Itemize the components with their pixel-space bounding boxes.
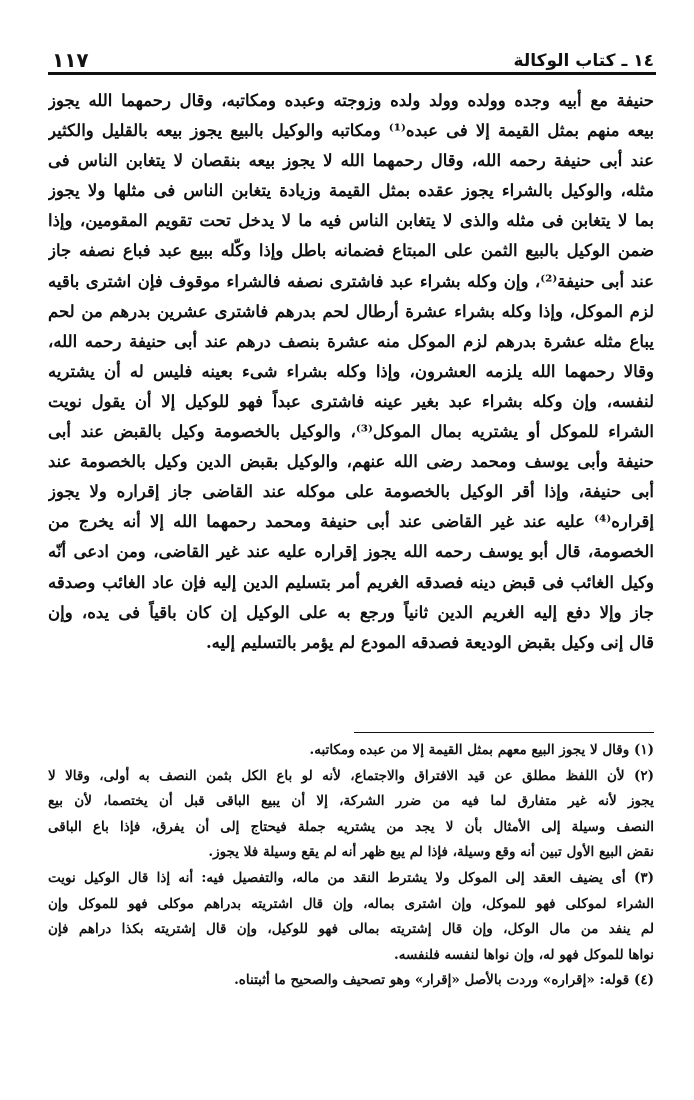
text-line: جاز وإلا دفع إليه الغريم الدين ثانياً ورجع به على الوكيل إن كان باقياً فى يده، وإن: [48, 602, 654, 622]
text-line: وكيل الغائب فى قبض دينه فصدقه الغريم أمر بتسليم الدين إليه فإن عاد الغائب وصدقه: [48, 572, 654, 592]
page-number: ١١٧: [52, 48, 89, 72]
footnote-line: نواها للموكل فهو له، وإن نواها لنفسه فلنفسه.: [394, 946, 654, 963]
footnote-line: يجوز لأنه غير متفارق لما فيه من ضرر الشركة، إلا أن يبيع الباقى قبل أن يختصما، لأن بيع: [48, 793, 654, 810]
text-line: الشراء للموكل أو يشتريه بمال الموكل⁽³⁾، والوكيل بالخصومة وكيل بالقبض عند أبى: [48, 422, 654, 442]
text-line: أبى حنيفة، وإذا أقر الوكيل بالخصومة على موكله عند القاضى جاز إقراره ولا يجوز: [48, 482, 654, 502]
footnote-line: (٣) أى يضيف العقد إلى الموكل ولا يشترط النقد من ماله، والتفصيل فيه: أنه إذا قال الوكيل نويت: [48, 869, 654, 886]
text-line: مثله، والوكيل بالشراء يجوز عقده بمثل القيمة وزيادة يتغابن الناس فى مثلها ولا يجوز: [48, 181, 654, 201]
page-header: [52, 36, 654, 70]
text-line: لنفسه، وإن وكله بشراء عبد بغير عينه فاشترى عبداً فهو للوكيل إلا أن يقول نويت: [48, 391, 654, 411]
footnote-line: (٤) قوله: «إقراره» وردت بالأصل «إقرار» وهو تصحيف والصحيح ما أثبتناه.: [234, 972, 654, 989]
text-line: قال إنى وكيل بقبض الوديعة فصدقه المودع لم يؤمر بالتسليم إليه.: [205, 632, 654, 652]
footnote-line: النصف وسيلة إلى الأمثال بأن لا يجد من يشتريه جملة فيحتاج إلى أن يفرق، فإذا باع الباقى: [48, 818, 654, 835]
text-line: حنيفة مع أبيه وجده وولده وولد ولده وزوجته وعبده ومكاتبه، وقال رحمهما الله يجوز: [48, 91, 654, 110]
text-line: عند أبى حنيفة⁽²⁾، وإن وكله بشراء عبد فاشترى نصفه فالشراء موقوف فإن اشترى باقيه: [48, 271, 654, 291]
footnotes: [48, 738, 654, 994]
text-line: ضمن الوكيل بالبيع الثمن على المبتاع فضمانه باطل وإذا وكّله ببيع عبد فباع نصفه جاز: [48, 241, 654, 261]
running-title: ١٤ ـ كتاب الوكالة: [513, 51, 654, 71]
main-text: [48, 86, 654, 658]
footnote-line: (١) وقال لا يجوز البيع معهم بمثل القيمة إلا من عبده ومكاتبه.: [309, 742, 654, 758]
text-line: لزم الموكل، وإذا وكله بشراء عشرة أرطال لحم بدرهم فاشترى عشرين بدرهم من لحم: [48, 301, 654, 321]
header-rule: [48, 72, 656, 75]
text-line: بما لا يتغابن فى مثله والذى لا يتغابن الناس فيه ما لا يدخل تحت تقويم المقومين، وإذا: [48, 211, 654, 231]
text-line: حنيفة وأبى يوسف ومحمد رضى الله عنهم، والوكيل بقبض الدين وكيل بالخصومة عند: [48, 452, 654, 472]
text-line: بيعه منهم بمثل القيمة إلا فى عبده⁽¹⁾ ومكاتبه والوكيل بالبيع يجوز بيعه بالقليل والكثير: [48, 121, 654, 141]
footnote-line: الشراء لموكلى فهو للموكل، وإن اشترى بماله، وإن قال اشتريته بدراهم موكلى فهو للموكل وإن: [48, 895, 654, 912]
text-line: وقالا رحمهما الله يلزمه العشرون، وإذا وكله بشراء شىء بعينه فليس له أن يشتريه: [48, 361, 654, 381]
text-line: عند أبى حنيفة رحمه الله، وقال رحمهما الله لا يجوز بيعه بنقصان لا يتغابن الناس فى: [48, 151, 654, 171]
footnote-line: نقض البيع الأول تبين أنه وقع وسيلة، فإذا لم يبع ظهر أنه لم يقع وسيلة فلا يجوز.: [208, 844, 654, 861]
text-line: الخصومة، قال أبو يوسف رحمه الله يجوز إقراره عليه عند غير القاضى، ومن ادعى أنّه: [48, 542, 654, 562]
text-line: يباع مثله عشرة بدرهم لزم الموكل منه عشرة بنصف درهم عند أبى حنيفة رحمه الله،: [48, 331, 654, 351]
footnote-line: (٢) لأن اللفظ مطلق عن قيد الافتراق والاجتماع، لأنه لو باع الكل بثمن النصف به أولى، وقالا لا: [48, 767, 654, 784]
text-line: إقراره⁽⁴⁾ عليه عند غير القاضى عند أبى حنيفة ومحمد رحمهما الله إلا أنه يخرج من: [48, 512, 654, 532]
footnote-line: لم ينفد من مال الوكل، وإن قال إشتريته بمالى فهو للوكيل، وإن قال إشتريته بكذا دراهم فإن: [48, 921, 654, 938]
footnote-separator: [354, 732, 654, 733]
